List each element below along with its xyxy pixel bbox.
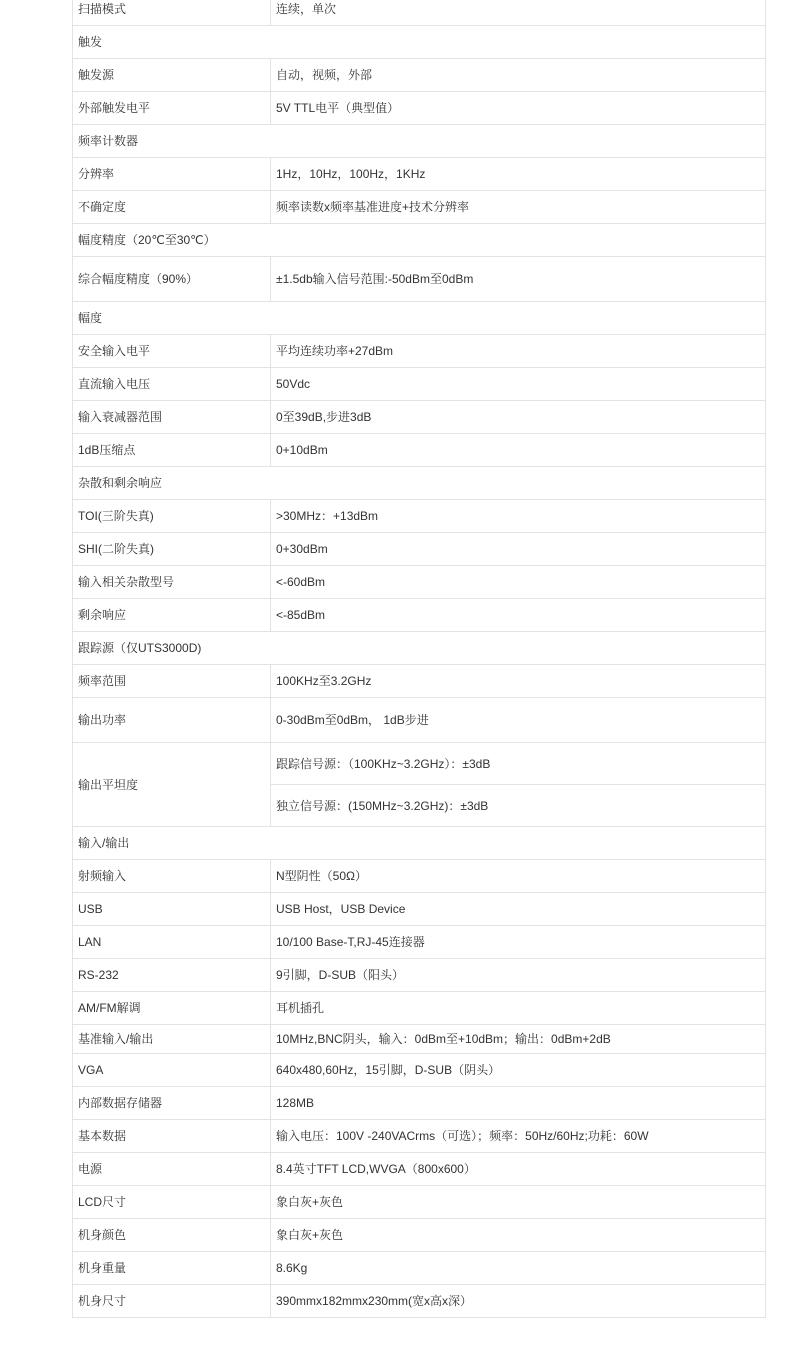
spec-row: [73, 1153, 766, 1186]
spec-row: [73, 698, 766, 743]
section-header-row: [73, 224, 766, 257]
spec-row: [73, 959, 766, 992]
spec-row: [73, 0, 766, 26]
spec-row: [73, 1025, 766, 1054]
spec-value: 象白灰+灰色: [271, 1219, 766, 1252]
spec-label: 射频输入: [73, 860, 271, 893]
spec-row: [73, 500, 766, 533]
spec-label: 1dB压缩点: [73, 434, 271, 467]
spec-label: 分辨率: [73, 158, 271, 191]
spec-label: 基准输入/输出: [73, 1025, 271, 1054]
spec-label: 输出平坦度: [73, 743, 271, 827]
section-title: 触发: [73, 26, 766, 59]
spec-row: [73, 191, 766, 224]
spec-value: 8.4英寸TFT LCD,WVGA（800x600）: [271, 1153, 766, 1186]
spec-value: USB Host，USB Device: [271, 893, 766, 926]
spec-label: 扫描模式: [73, 0, 271, 26]
spec-row: [73, 59, 766, 92]
spec-value: 390mmx182mmx230mm(宽x高x深）: [271, 1285, 766, 1318]
spec-label: 综合幅度精度（90%）: [73, 257, 271, 302]
spec-row: [73, 257, 766, 302]
spec-label: 外部触发电平: [73, 92, 271, 125]
spec-value: 10/100 Base-T,RJ-45连接器: [271, 926, 766, 959]
spec-value: 0-30dBm至0dBm， 1dB步进: [271, 698, 766, 743]
spec-row: [73, 1186, 766, 1219]
spec-label: 机身尺寸: [73, 1285, 271, 1318]
spec-value: 自动，视频，外部: [271, 59, 766, 92]
spec-row: [73, 1285, 766, 1318]
spec-row: [73, 533, 766, 566]
spec-row: [73, 1219, 766, 1252]
section-title: 频率计数器: [73, 125, 766, 158]
spec-label: 频率范围: [73, 665, 271, 698]
spec-label: RS-232: [73, 959, 271, 992]
section-title: 杂散和剩余响应: [73, 467, 766, 500]
section-title: 幅度: [73, 302, 766, 335]
spec-label: TOI(三阶失真): [73, 500, 271, 533]
spec-label: 输入相关杂散型号: [73, 566, 271, 599]
spec-row: [73, 860, 766, 893]
spec-value: N型阴性（50Ω）: [271, 860, 766, 893]
spec-row: [73, 1054, 766, 1087]
spec-row: [73, 743, 766, 785]
spec-row: [73, 401, 766, 434]
spec-value: 象白灰+灰色: [271, 1186, 766, 1219]
spec-row: [73, 926, 766, 959]
spec-row: [73, 599, 766, 632]
spec-row: [73, 158, 766, 191]
section-header-row: [73, 632, 766, 665]
section-title: 幅度精度（20℃至30℃）: [73, 224, 766, 257]
spec-value: >30MHz：+13dBm: [271, 500, 766, 533]
spec-value: 跟踪信号源：（100KHz~3.2GHz）：±3dB: [271, 743, 766, 785]
spec-label: 机身颜色: [73, 1219, 271, 1252]
section-header-row: [73, 827, 766, 860]
spec-row: [73, 434, 766, 467]
spec-value: 0+10dBm: [271, 434, 766, 467]
spec-row: [73, 566, 766, 599]
spec-value: 平均连续功率+27dBm: [271, 335, 766, 368]
spec-label: 输入衰减器范围: [73, 401, 271, 434]
section-title: 跟踪源（仅UTS3000D): [73, 632, 766, 665]
spec-table: [72, 0, 766, 1318]
spec-label: LCD尺寸: [73, 1186, 271, 1219]
spec-label: SHI(二阶失真): [73, 533, 271, 566]
spec-label: 电源: [73, 1153, 271, 1186]
spec-value: 8.6Kg: [271, 1252, 766, 1285]
spec-value: 耳机插孔: [271, 992, 766, 1025]
spec-row: [73, 992, 766, 1025]
section-title: 输入/输出: [73, 827, 766, 860]
spec-value: 输入电压：100V -240VACrms（可选）；频率：50Hz/60Hz;功耗：60W: [271, 1120, 766, 1153]
spec-label: AM/FM解调: [73, 992, 271, 1025]
spec-row: [73, 1120, 766, 1153]
spec-value: ±1.5db输入信号范围:-50dBm至0dBm: [271, 257, 766, 302]
spec-value: 1Hz，10Hz，100Hz，1KHz: [271, 158, 766, 191]
section-header-row: [73, 467, 766, 500]
spec-label: 剩余响应: [73, 599, 271, 632]
spec-value: 5V TTL电平（典型值）: [271, 92, 766, 125]
spec-value: 100KHz至3.2GHz: [271, 665, 766, 698]
section-header-row: [73, 26, 766, 59]
spec-value: <-85dBm: [271, 599, 766, 632]
spec-value: 128MB: [271, 1087, 766, 1120]
spec-value: 10MHz,BNC阴头，输入：0dBm至+10dBm；输出：0dBm+2dB: [271, 1025, 766, 1054]
spec-label: 直流输入电压: [73, 368, 271, 401]
spec-label: 机身重量: [73, 1252, 271, 1285]
spec-value: <-60dBm: [271, 566, 766, 599]
spec-value: 独立信号源：(150MHz~3.2GHz)：±3dB: [271, 785, 766, 827]
spec-label: 基本数据: [73, 1120, 271, 1153]
spec-label: 不确定度: [73, 191, 271, 224]
spec-value: 50Vdc: [271, 368, 766, 401]
spec-table-body: [73, 0, 766, 1318]
spec-row: [73, 893, 766, 926]
spec-label: 输出功率: [73, 698, 271, 743]
spec-label: 触发源: [73, 59, 271, 92]
section-header-row: [73, 302, 766, 335]
spec-value: 9引脚，D-SUB（阳头）: [271, 959, 766, 992]
spec-label: LAN: [73, 926, 271, 959]
spec-value: 0至39dB,步进3dB: [271, 401, 766, 434]
spec-label: USB: [73, 893, 271, 926]
spec-value: 0+30dBm: [271, 533, 766, 566]
spec-row: [73, 1252, 766, 1285]
spec-label: 内部数据存储器: [73, 1087, 271, 1120]
spec-label: VGA: [73, 1054, 271, 1087]
section-header-row: [73, 125, 766, 158]
spec-value: 连续，单次: [271, 0, 766, 26]
spec-label: 安全输入电平: [73, 335, 271, 368]
spec-row: [73, 1087, 766, 1120]
spec-row: [73, 368, 766, 401]
spec-value: 频率读数x频率基准进度+技术分辨率: [271, 191, 766, 224]
spec-value: 640x480,60Hz，15引脚，D-SUB（阴头）: [271, 1054, 766, 1087]
spec-row: [73, 92, 766, 125]
spec-row: [73, 335, 766, 368]
spec-row: [73, 665, 766, 698]
